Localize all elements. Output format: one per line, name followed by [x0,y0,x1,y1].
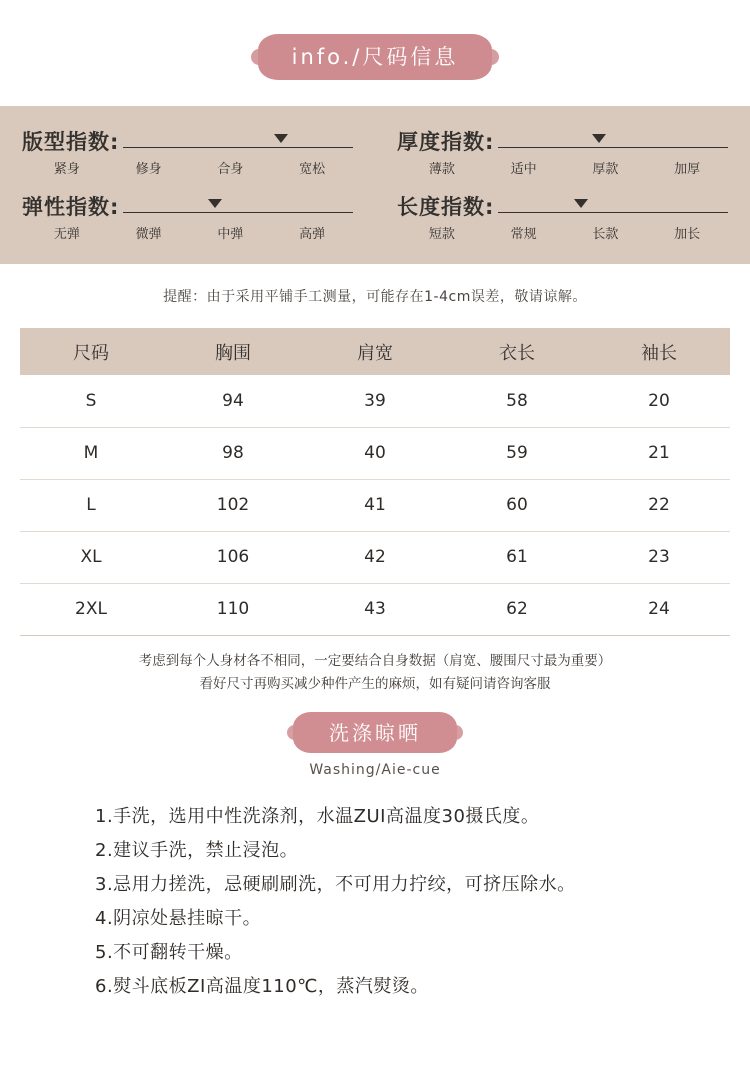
index-length-label: 长度指数: [397,195,495,219]
table-row [20,427,730,479]
index-tick: 加厚 [674,162,701,177]
index-column-left [0,126,375,242]
wash-instructions [0,800,750,1004]
index-length-scale [498,193,728,219]
list-item: 5.不可翻转干燥。 [95,941,243,963]
index-tick: 常规 [510,227,537,242]
cell-length: 62 [446,583,588,635]
list-item: 4.阴凉处悬挂晾干。 [95,907,262,929]
table-row [20,375,730,427]
index-tick: 紧身 [53,162,80,177]
cell-shoulder: 39 [304,375,446,427]
index-tick: 厚款 [592,162,619,177]
cell-size: M [20,427,162,479]
scale-marker-icon [274,134,288,143]
scale-line [123,147,353,148]
cell-size: S [20,375,162,427]
table-header-row [20,328,730,375]
table-row [20,479,730,531]
wash-header [0,712,750,778]
column-header-bust: 胸围 [162,328,304,375]
index-thickness-label: 厚度指数: [397,130,495,154]
sizing-advice-line-2: 看好尺寸再购买减少种件产生的麻烦，如有疑问请咨询客服 [199,675,551,692]
scale-marker-icon [208,199,222,208]
wash-subtitle: Washing/Aie-cue [309,761,441,778]
cell-bust: 110 [162,583,304,635]
index-tick: 长款 [592,227,619,242]
cell-bust: 94 [162,375,304,427]
index-tick: 宽松 [299,162,326,177]
page-title: info./尺码信息 [258,34,493,80]
list-item: 6.熨斗底板ZI高温度110℃，蒸汽熨烫。 [95,975,429,997]
index-column-right [375,126,750,242]
scale-line [123,212,353,213]
cell-bust: 102 [162,479,304,531]
cell-bust: 98 [162,427,304,479]
index-elasticity-ticks [26,223,353,242]
scale-marker-icon [574,199,588,208]
index-panel [0,106,750,264]
index-elasticity-label: 弹性指数: [22,195,120,219]
sizing-advice-line-1: 考虑到每个人身材各不相同，一定要结合自身数据（肩宽、腰围尺寸最为重要） [138,652,612,669]
list-item: 3.忌用力搓洗，忌硬刷刷洗，不可用力拧绞，可挤压除水。 [95,873,576,895]
list-item: 1.手洗，选用中性洗涤剂，水温ZUI高温度30摄氏度。 [95,805,540,827]
cell-length: 60 [446,479,588,531]
index-fit-label: 版型指数: [22,130,120,154]
index-fit-ticks [26,158,353,177]
table-row [20,583,730,635]
index-length-ticks [401,223,728,242]
index-tick: 合身 [217,162,244,177]
scale-line [498,212,728,213]
cell-shoulder: 41 [304,479,446,531]
cell-shoulder: 40 [304,427,446,479]
cell-length: 61 [446,531,588,583]
cell-sleeve: 20 [588,375,730,427]
index-elasticity-scale [123,193,353,219]
index-tick: 薄款 [428,162,455,177]
cell-shoulder: 42 [304,531,446,583]
cell-bust: 106 [162,531,304,583]
cell-sleeve: 22 [588,479,730,531]
index-tick: 加长 [674,227,701,242]
page-header [0,0,750,80]
index-length [397,191,728,242]
index-tick: 修身 [135,162,162,177]
table-row [20,531,730,583]
index-fit [22,126,353,177]
index-fit-scale [123,128,353,154]
wash-title: 洗涤晾晒 [293,712,457,753]
list-item: 2.建议手洗，禁止浸泡。 [95,839,299,861]
index-tick: 高弹 [299,227,326,242]
cell-length: 59 [446,427,588,479]
index-tick: 短款 [428,227,455,242]
sizing-advice [0,650,750,696]
cell-length: 58 [446,375,588,427]
index-tick: 微弹 [135,227,162,242]
index-elasticity [22,191,353,242]
index-thickness-ticks [401,158,728,177]
scale-marker-icon [592,134,606,143]
measurement-note: 提醒：由于采用平铺手工测量，可能存在1-4cm误差，敬请谅解。 [163,289,587,305]
index-tick: 适中 [510,162,537,177]
cell-sleeve: 21 [588,427,730,479]
cell-size: XL [20,531,162,583]
size-table [20,328,730,636]
index-thickness-scale [498,128,728,154]
cell-shoulder: 43 [304,583,446,635]
index-tick: 中弹 [217,227,244,242]
cell-sleeve: 24 [588,583,730,635]
cell-sleeve: 23 [588,531,730,583]
column-header-shoulder: 肩宽 [304,328,446,375]
column-header-length: 衣长 [446,328,588,375]
index-thickness [397,126,728,177]
cell-size: 2XL [20,583,162,635]
scale-line [498,147,728,148]
column-header-sleeve: 袖长 [588,328,730,375]
cell-size: L [20,479,162,531]
index-tick: 无弹 [53,227,80,242]
column-header-size: 尺码 [20,328,162,375]
